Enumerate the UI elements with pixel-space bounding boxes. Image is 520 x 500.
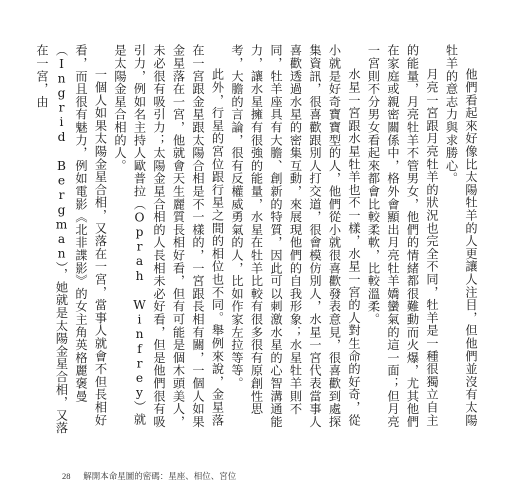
paragraph-2: 月亮一宮跟月亮牡羊的狀況也完全不同，牡羊是一種很獨立自主的能量，月亮牡羊不管男女，他們的情緒都很難動而火爆，尤其他們在家庭或親密關係中，格外會顯出月亮牡羊嬌蠻氣的這一面；但月亮一宮則不分男女看起來都會比較柔軟，比較溫柔。 [366, 44, 439, 428]
paragraph-1: 他們看起來好像比太陽牡羊的人更讓人注目，但他們並沒有太陽牡羊的意志力與求勝心。 [444, 44, 478, 427]
running-title: 解開本命星圖的密碼：星座、相位、宮位 [83, 472, 237, 482]
body-text [35, 44, 480, 436]
paragraph-3: 水星一宮跟水星牡羊也不一樣，水星一宮的人對生命的好奇，從小就是好奇寶寶型的人，他們從小就很喜歡發表意見，很喜歡到處探集資訊，很喜歡跟別人打交道，很會模仿別人，水星一宮代表當事人喜歡透過水星的密集互動，來展現他們的自我形象；水星牡羊則不同，牡羊座具有大膽、創新的特質，因此可以刺激水星的心智溝通能力，讓水星擁有很強的能量，水星在牡羊比較有很多很有原創性思考，大膽的言論，很有反權威勇氣的人，比如作家左拉等等。 [230, 44, 361, 428]
paragraph-5: 一個人如果太陽金星合相，又落在一宮，當事人就會不但長相好看，而且很有魅力，例如電影《北非諜影》的女主角英格麗褒曼（Ingrid Bergman），她就是太陽金星合相，又落在一宮，由 [35, 44, 108, 435]
page-number: 28 [62, 471, 71, 481]
page-footer [62, 470, 236, 482]
paragraph-4: 此外，行星的宮位跟行星之間的相位也不同。舉例來說，金星落在一宮跟金星跟太陽合相是不一樣的，一宮跟長相有關，一個人如果金星落在一宮，他就會天生麗質長相好看，但有可能是個木頭美人，未必很有吸引力；太陽金星合相的人長相未必好看，但是他們很有吸引力，例如名主持人歐普拉（Oprah Winfrey）就是太陽金星合相的人。 [113, 44, 225, 428]
